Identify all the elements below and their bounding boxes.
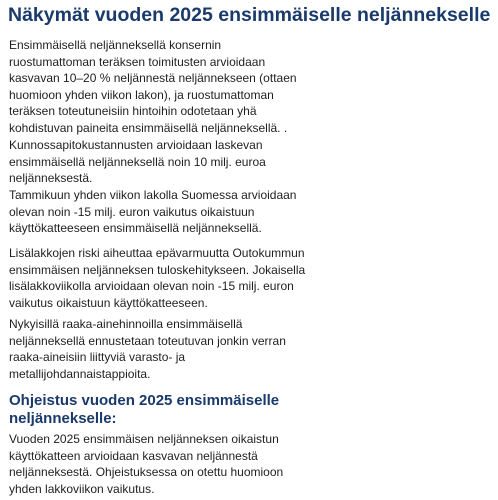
paragraph-maintenance (9, 137, 309, 187)
paragraph-text: Kunnossapitokustannusten arvioidaan laskevan ensimmäisellä neljänneksellä noin 10 milj. euroa neljänneksestä. (9, 138, 266, 185)
paragraph-text: Nykyisillä raaka-ainehinnoilla ensimmäisellä neljänneksellä ennustetaan toteutuvan jonkin verran raaka-aineisiin liittyviä varasto- ja metallijohdannaistappioita. (9, 317, 286, 381)
paragraph-text: Ensimmäisellä neljänneksellä konsernin ruostumattoman teräksen toimitusten arvioidaan kasvavan 10–20 % neljännestä neljännekseen (ottaen huomioon yhden viikon lakon), ja ruostumattoman teräksen toteutuneisiin hintoihin odotetaan yhä kohdistuvan paineita ensimmäisellä neljänneksellä. . (9, 38, 297, 135)
paragraph-deliveries (9, 37, 309, 136)
section-heading-guidance: Ohjeistus vuoden 2025 ensimmäiselle neljännekselle: (9, 392, 280, 427)
paragraph-guidance (9, 431, 309, 497)
paragraph-strike-risk (9, 245, 309, 311)
paragraph-raw-materials (9, 316, 309, 382)
paragraph-text: Lisälakkojen riski aiheuttaa epävarmuutta Outokummun ensimmäisen neljänneksen tuloskehitykseen. Jokaisella lisälakkoviikolla arvioidaan olevan noin -15 milj. euron vaikutus oikaistuun käyttökatteeseen. (9, 246, 306, 310)
paragraph-strike (9, 187, 309, 237)
paragraph-text: Tammikuun yhden viikon lakolla Suomessa arvioidaan olevan noin -15 milj. euron vaikutus oikaistuun käyttökatteeseen ensimmäisellä neljänneksellä. (9, 188, 297, 235)
paragraph-text: Vuoden 2025 ensimmäisen neljänneksen oikaistun käyttökatteen arvioidaan kasvavan neljännestä neljänneksestä. Ohjeistuksessa on otettu huomioon yhden lakkoviikon vaikutus. (9, 432, 284, 496)
page-title: Näkymät vuoden 2025 ensimmäiselle neljännekselle (8, 4, 491, 26)
